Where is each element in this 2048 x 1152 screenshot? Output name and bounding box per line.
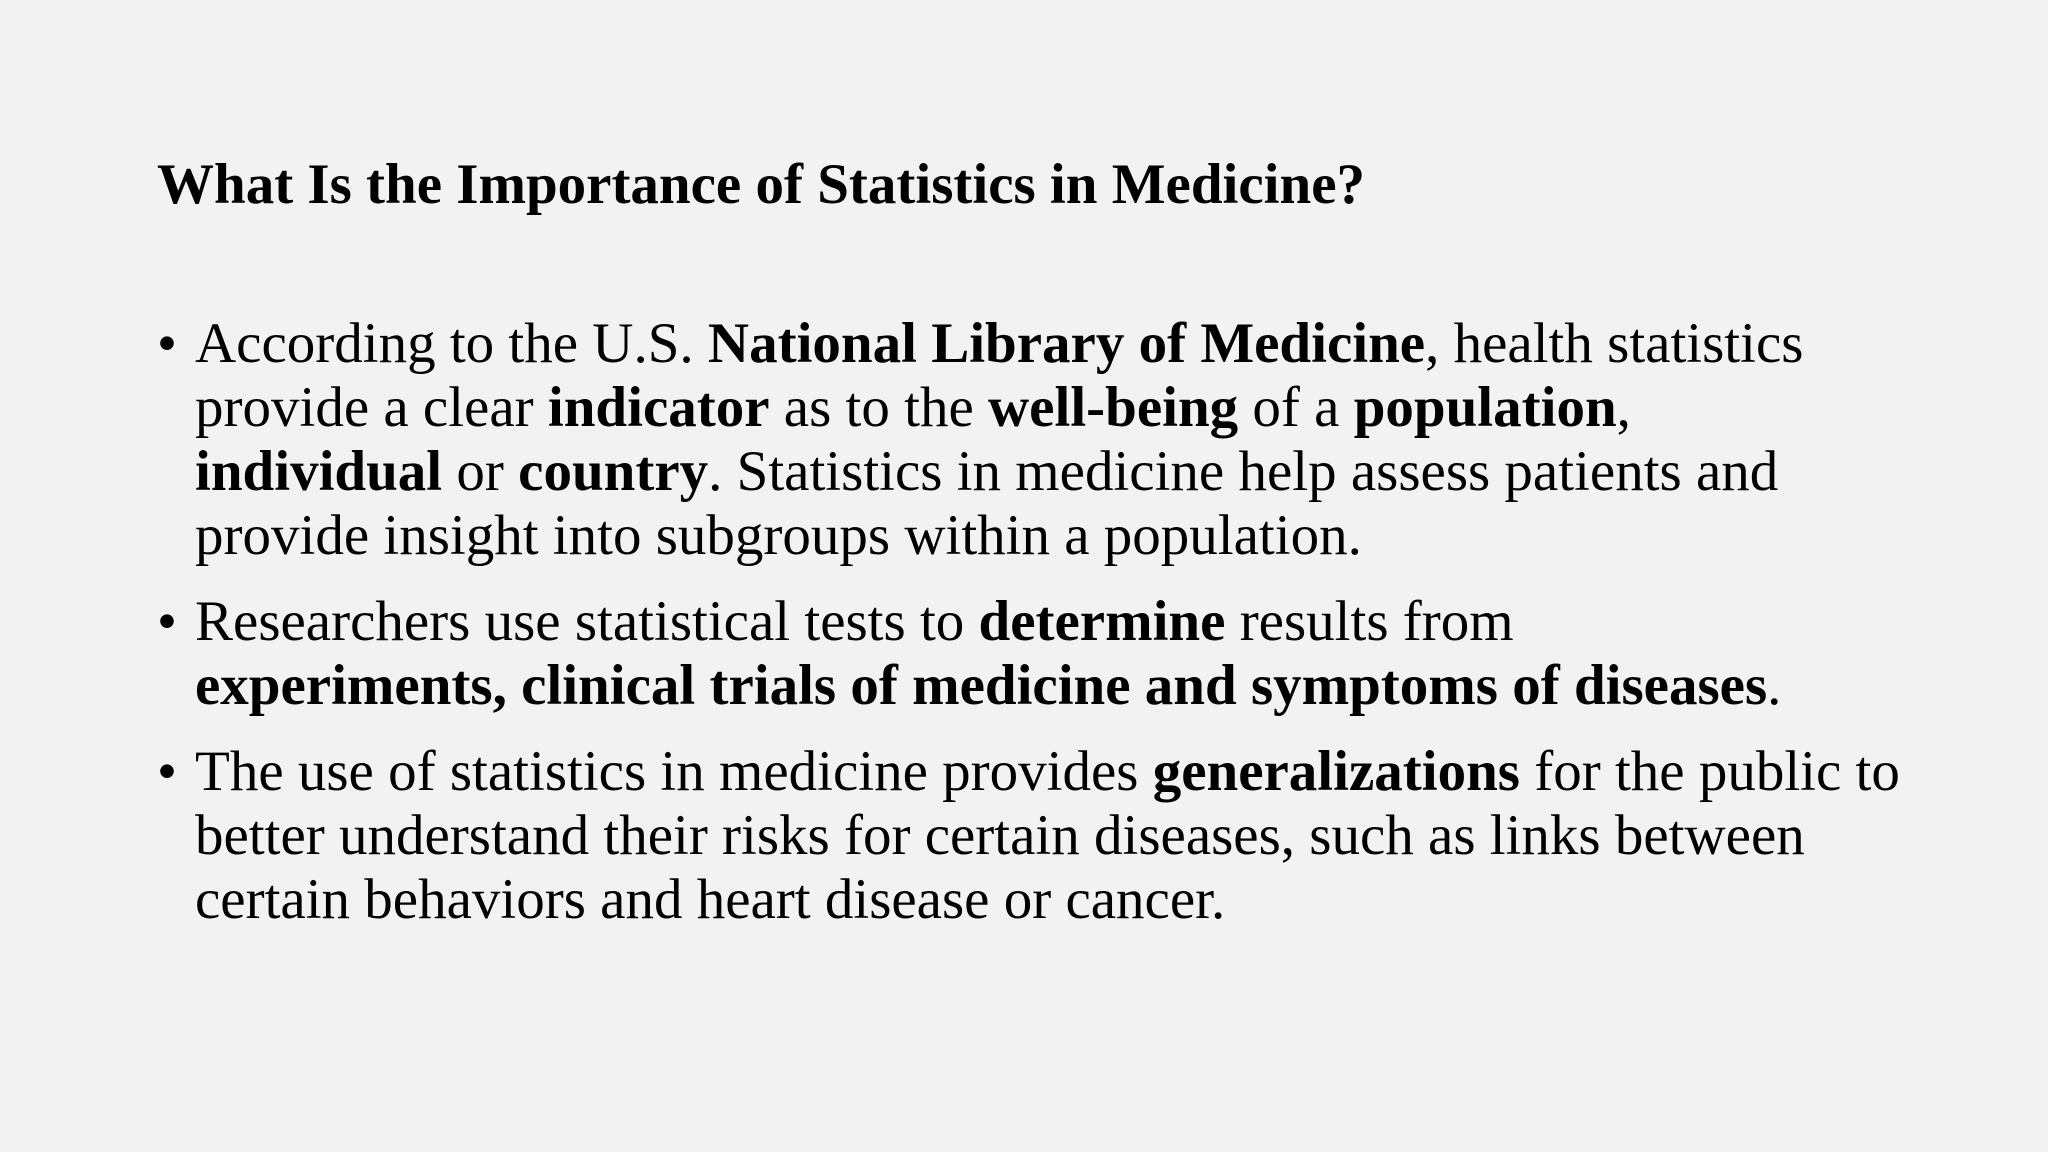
bullet-text bbox=[195, 590, 1957, 718]
text-segment: results from bbox=[1225, 590, 1514, 653]
emphasis-segment: determine bbox=[978, 590, 1226, 653]
text-segment: . bbox=[1767, 654, 1782, 717]
bullet-marker: • bbox=[157, 590, 177, 653]
emphasis-segment: well-being bbox=[988, 376, 1239, 439]
text-segment: for the public to better understand their risks for certain diseases, such as links between certain behaviors and heart disease or cancer. bbox=[195, 740, 1900, 931]
bullet-item bbox=[157, 740, 1957, 932]
emphasis-segment: indicator bbox=[547, 376, 770, 439]
bullet-item bbox=[157, 312, 1957, 568]
text-segment: or bbox=[442, 440, 519, 503]
bullet-marker: • bbox=[157, 740, 177, 803]
bullet-text bbox=[195, 312, 1957, 568]
emphasis-segment: experiments, clinical trials of medicine and symptoms of diseases bbox=[195, 654, 1768, 717]
emphasis-segment: generalizations bbox=[1152, 740, 1520, 803]
bullet-marker: • bbox=[157, 312, 177, 375]
emphasis-segment: National Library of Medicine bbox=[707, 312, 1426, 375]
text-segment: as to the bbox=[769, 376, 989, 439]
emphasis-segment: individual bbox=[195, 440, 443, 503]
text-segment: . Statistics in medicine help assess patients and provide insight into subgroups within a population. bbox=[195, 440, 1779, 567]
emphasis-segment: population bbox=[1353, 376, 1617, 439]
text-segment: of a bbox=[1238, 376, 1354, 439]
bullet-text bbox=[195, 740, 1957, 932]
text-segment: , bbox=[1616, 376, 1631, 439]
emphasis-segment: country bbox=[518, 440, 709, 503]
text-segment: Researchers use statistical tests to bbox=[195, 590, 979, 653]
text-segment: According to the U.S. bbox=[195, 312, 708, 375]
bullet-item bbox=[157, 590, 1957, 718]
text-segment: The use of statistics in medicine provides bbox=[195, 740, 1153, 803]
text-segment: , health statistics provide a clear bbox=[195, 312, 1804, 439]
slide-title: What Is the Importance of Statistics in Medicine? bbox=[157, 153, 1365, 216]
bullet-list bbox=[157, 312, 1957, 954]
